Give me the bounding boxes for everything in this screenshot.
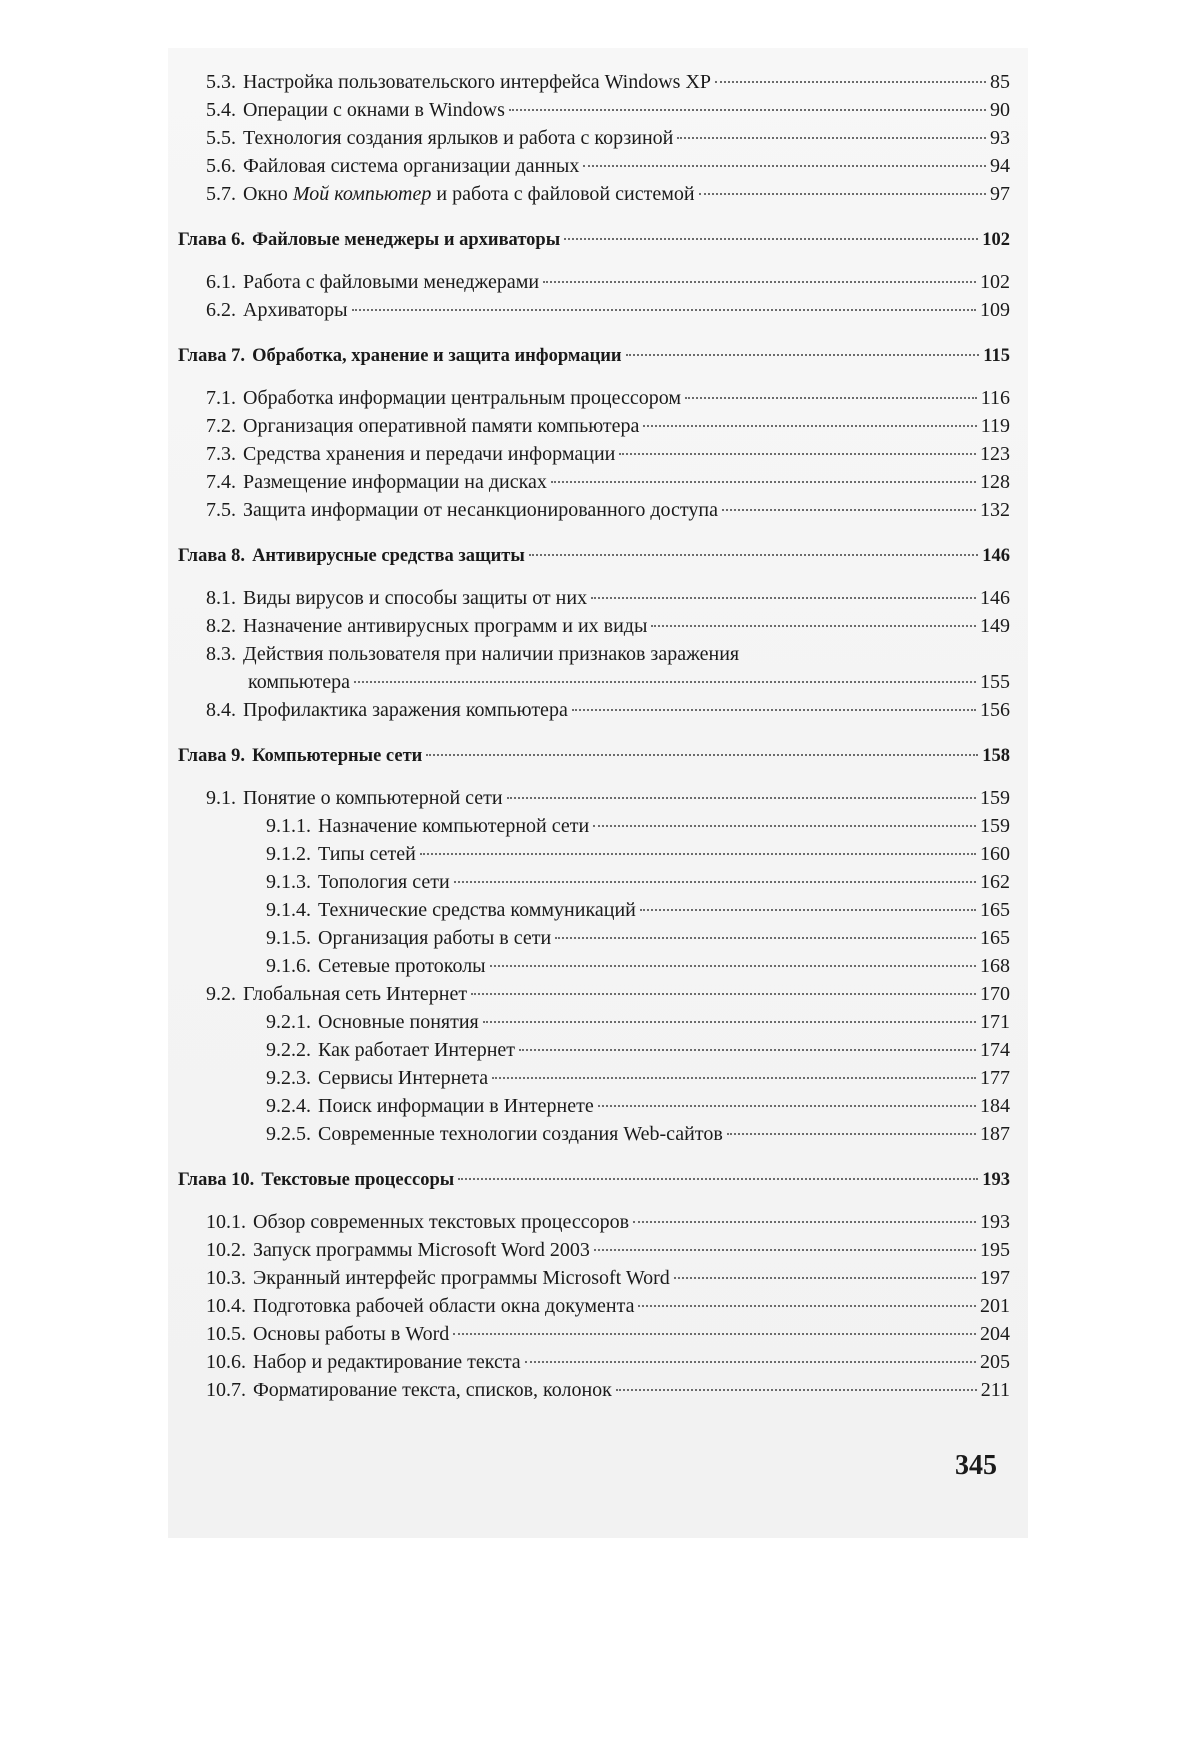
toc-entry-page: 184 xyxy=(980,1095,1010,1117)
toc-section-entry[interactable] xyxy=(178,496,1010,524)
dot-leader xyxy=(507,797,976,799)
toc-section-entry[interactable] xyxy=(178,952,1010,980)
toc-entry-page: 159 xyxy=(980,815,1010,837)
toc-entry-number: 9.2.2. xyxy=(266,1039,311,1061)
toc-entry-page: 171 xyxy=(980,1011,1010,1033)
dot-leader xyxy=(483,1021,976,1023)
toc-entry-title: Файловая система организации данных xyxy=(243,155,580,177)
toc-entry-page: 193 xyxy=(982,1170,1010,1190)
toc-entry-title: Антивирусные средства защиты xyxy=(252,546,525,566)
toc-entry-number: 10.4. xyxy=(206,1295,246,1317)
toc-entry-number: 10.5. xyxy=(206,1323,246,1345)
toc-section-entry[interactable] xyxy=(178,96,1010,124)
toc-entry-page: 165 xyxy=(980,927,1010,949)
toc-entry-number: 9.2.4. xyxy=(266,1095,311,1117)
toc-entry-title: Действия пользователя при наличии признаков заражения xyxy=(243,643,740,665)
toc-section-entry[interactable] xyxy=(178,440,1010,468)
toc-entry-page: 165 xyxy=(980,899,1010,921)
toc-entry-number: 8.1. xyxy=(206,587,236,609)
toc-entry-number: Глава 6. xyxy=(178,230,246,250)
toc-entry-page: 211 xyxy=(980,1379,1010,1401)
toc-section-entry[interactable] xyxy=(178,1292,1010,1320)
dot-leader xyxy=(674,1277,976,1279)
toc-entry-number: 8.4. xyxy=(206,699,236,721)
toc-entry-number: 9.2. xyxy=(206,983,236,1005)
dot-leader xyxy=(677,137,986,139)
toc-entry-number: 9.1.1. xyxy=(266,815,311,837)
toc-chapter-entry[interactable] xyxy=(178,342,1010,370)
toc-entry-title: Понятие о компьютерной сети xyxy=(243,787,503,809)
toc-section-entry[interactable] xyxy=(178,1320,1010,1348)
toc-entry-title: Средства хранения и передачи информации xyxy=(243,443,616,465)
toc-entry-title-part: Окно xyxy=(243,183,293,205)
toc-section-entry[interactable] xyxy=(178,1036,1010,1064)
dot-leader xyxy=(420,853,976,855)
toc-section-entry[interactable] xyxy=(178,812,1010,840)
toc-entry-page: 123 xyxy=(980,443,1010,465)
toc-entry-title: компьютера xyxy=(248,671,350,693)
toc-entry-title: Основы работы в Word xyxy=(253,1323,450,1345)
toc-entry-page: 94 xyxy=(990,155,1010,177)
toc-entry-title: Размещение информации на дисках xyxy=(243,471,547,493)
dot-leader xyxy=(633,1221,976,1223)
dot-leader xyxy=(715,81,986,83)
toc-entry-title: Основные понятия xyxy=(318,1011,479,1033)
toc-section-entry[interactable] xyxy=(178,1348,1010,1376)
toc-entry-title: Сервисы Интернета xyxy=(318,1067,489,1089)
toc-entry-title-part: и работа с файловой системой xyxy=(431,183,695,205)
toc-entry-number: 5.6. xyxy=(206,155,236,177)
dot-leader xyxy=(354,681,976,683)
toc-section-entry[interactable] xyxy=(178,68,1010,96)
toc-entry-title: Экранный интерфейс программы Microsoft Word xyxy=(253,1267,670,1289)
toc-entry-title: Подготовка рабочей области окна документа xyxy=(253,1295,635,1317)
toc-entry-title: Как работает Интернет xyxy=(318,1039,516,1061)
toc-entry-number: 10.7. xyxy=(206,1379,246,1401)
dot-leader xyxy=(598,1105,976,1107)
toc-entry-number: 8.3. xyxy=(206,643,236,665)
toc-section-entry[interactable] xyxy=(178,1376,1010,1404)
toc-section-entry[interactable] xyxy=(178,612,1010,640)
toc-entry-number: 7.3. xyxy=(206,443,236,465)
toc-entry-page: 170 xyxy=(980,983,1010,1005)
toc-entry-number: 5.5. xyxy=(206,127,236,149)
toc-section-entry[interactable] xyxy=(178,1236,1010,1264)
toc-entry-number: 7.5. xyxy=(206,499,236,521)
toc-entry-number: 9.1.6. xyxy=(266,955,311,977)
toc-entry-page: 193 xyxy=(980,1211,1010,1233)
dot-leader xyxy=(551,481,976,483)
toc-chapter-entry[interactable] xyxy=(178,742,1010,770)
dot-leader xyxy=(509,109,986,111)
toc-entry-page: 177 xyxy=(980,1067,1010,1089)
toc-entry-number: 5.4. xyxy=(206,99,236,121)
toc-entry-page: 93 xyxy=(990,127,1010,149)
toc-entry-title: Компьютерные сети xyxy=(252,746,423,766)
dot-leader xyxy=(555,937,976,939)
toc-section-entry[interactable] xyxy=(178,784,1010,812)
toc-entry-number: 7.1. xyxy=(206,387,236,409)
toc-entry-title: Профилактика заражения компьютера xyxy=(243,699,568,721)
toc-entry-page: 102 xyxy=(982,230,1010,250)
toc-entry-number: 10.3. xyxy=(206,1267,246,1289)
dot-leader xyxy=(352,309,976,311)
toc-section-entry[interactable] xyxy=(178,180,1010,208)
toc-entry-number: Глава 9. xyxy=(178,746,246,766)
toc-entry-number: 9.1.4. xyxy=(266,899,311,921)
dot-leader xyxy=(490,965,976,967)
toc-entry-page: 162 xyxy=(980,871,1010,893)
toc-section-entry[interactable] xyxy=(178,896,1010,924)
toc-entry-page: 201 xyxy=(980,1295,1010,1317)
toc-entry-title: Форматирование текста, списков, колонок xyxy=(253,1379,612,1401)
dot-leader xyxy=(471,993,976,995)
toc-section-entry[interactable] xyxy=(178,124,1010,152)
dot-leader xyxy=(454,881,976,883)
toc-entry-number: 6.2. xyxy=(206,299,236,321)
toc-entry-title: Работа с файловыми менеджерами xyxy=(243,271,540,293)
toc-entry-page: 149 xyxy=(980,615,1010,637)
toc-entry-title: Современные технологии создания Web-сайтов xyxy=(318,1123,723,1145)
dot-leader xyxy=(453,1333,976,1335)
toc-section-entry[interactable] xyxy=(178,412,1010,440)
toc-entry-number: 8.2. xyxy=(206,615,236,637)
toc-entry-title: Обработка, хранение и защита информации xyxy=(252,346,622,366)
toc-entry-title: Технические средства коммуникаций xyxy=(318,899,636,921)
toc-section-entry[interactable] xyxy=(178,584,1010,612)
toc-entry-title-italic: Мой компьютер xyxy=(292,183,432,205)
toc-entry-number: 5.3. xyxy=(206,71,236,93)
toc-entry-title: Топология сети xyxy=(318,871,450,893)
toc-entry-title: Типы сетей xyxy=(318,843,416,865)
toc-entry-title: Настройка пользовательского интерфейса Windows XP xyxy=(243,71,712,93)
toc-section-entry[interactable] xyxy=(178,840,1010,868)
toc-chapter-entry[interactable] xyxy=(178,226,1010,254)
toc-section-entry[interactable] xyxy=(178,1264,1010,1292)
toc-entry-page: 116 xyxy=(980,387,1010,409)
toc-section-entry-continuation[interactable] xyxy=(178,668,1010,696)
toc-entry-number: 6.1. xyxy=(206,271,236,293)
toc-entry-page: 204 xyxy=(980,1323,1010,1345)
dot-leader xyxy=(543,281,976,283)
toc-entry-title: Обработка информации центральным процессором xyxy=(243,387,682,409)
dot-leader xyxy=(699,193,986,195)
toc-entry-page: 102 xyxy=(980,271,1010,293)
dot-leader xyxy=(525,1361,976,1363)
toc-section-entry[interactable] xyxy=(178,696,1010,724)
dot-leader xyxy=(492,1077,976,1079)
dot-leader xyxy=(583,165,986,167)
toc-entry-page: 197 xyxy=(980,1267,1010,1289)
toc-entry-page: 156 xyxy=(980,699,1010,721)
dot-leader xyxy=(593,825,976,827)
toc-entry-page: 132 xyxy=(980,499,1010,521)
toc-entry-title: Обзор современных текстовых процессоров xyxy=(253,1211,630,1233)
table-of-contents xyxy=(178,68,1010,1404)
toc-entry-title: Организация оперативной памяти компьютера xyxy=(243,415,640,437)
toc-chapter-entry[interactable] xyxy=(178,1166,1010,1194)
toc-section-entry[interactable] xyxy=(178,152,1010,180)
toc-section-entry[interactable] xyxy=(178,1064,1010,1092)
toc-entry-title: Поиск информации в Интернете xyxy=(318,1095,594,1117)
toc-entry-number: 9.1.3. xyxy=(266,871,311,893)
toc-entry-number: Глава 7. xyxy=(178,346,246,366)
dot-leader xyxy=(458,1178,978,1180)
toc-entry-title: Виды вирусов и способы защиты от них xyxy=(243,587,588,609)
dot-leader xyxy=(619,453,976,455)
toc-entry-number: 10.1. xyxy=(206,1211,246,1233)
dot-leader xyxy=(640,909,976,911)
dot-leader xyxy=(626,354,980,356)
toc-entry-number: 10.6. xyxy=(206,1351,246,1373)
dot-leader xyxy=(651,625,976,627)
toc-entry-page: 128 xyxy=(980,471,1010,493)
toc-entry-title: Сетевые протоколы xyxy=(318,955,486,977)
toc-entry-title: Назначение антивирусных программ и их виды xyxy=(243,615,648,637)
toc-section-entry[interactable] xyxy=(178,980,1010,1008)
dot-leader xyxy=(529,554,978,556)
toc-section-entry[interactable] xyxy=(178,868,1010,896)
toc-entry-title: Текстовые процессоры xyxy=(261,1170,455,1190)
toc-entry-page: 160 xyxy=(980,843,1010,865)
toc-entry-number: Глава 8. xyxy=(178,546,246,566)
toc-entry-page: 159 xyxy=(980,787,1010,809)
dot-leader xyxy=(519,1049,976,1051)
toc-section-entry[interactable] xyxy=(178,1008,1010,1036)
toc-entry-page: 155 xyxy=(980,671,1010,693)
toc-entry-page: 146 xyxy=(982,546,1010,566)
dot-leader xyxy=(564,238,978,240)
toc-entry-title: Защита информации от несанкционированного доступа xyxy=(243,499,718,521)
toc-entry-page: 168 xyxy=(980,955,1010,977)
toc-entry-page: 146 xyxy=(980,587,1010,609)
toc-entry-page: 158 xyxy=(982,746,1010,766)
dot-leader xyxy=(643,425,976,427)
toc-entry-number: 9.1.5. xyxy=(266,927,311,949)
toc-entry-page: 195 xyxy=(980,1239,1010,1261)
toc-section-entry[interactable] xyxy=(178,1208,1010,1236)
dot-leader xyxy=(722,509,976,511)
toc-entry-page: 97 xyxy=(990,183,1010,205)
toc-entry-page: 85 xyxy=(990,71,1010,93)
dot-leader xyxy=(594,1249,976,1251)
toc-section-entry[interactable] xyxy=(178,384,1010,412)
toc-entry-title: Архиваторы xyxy=(243,299,348,321)
toc-entry-page: 174 xyxy=(980,1039,1010,1061)
toc-section-entry[interactable] xyxy=(178,1092,1010,1120)
toc-entry-number: Глава 10. xyxy=(178,1170,255,1190)
dot-leader xyxy=(572,709,976,711)
toc-section-entry[interactable] xyxy=(178,640,1010,668)
dot-leader xyxy=(591,597,976,599)
toc-entry-title xyxy=(243,180,695,208)
toc-entry-number: 5.7. xyxy=(206,183,236,205)
dot-leader xyxy=(638,1305,976,1307)
toc-entry-title: Назначение компьютерной сети xyxy=(318,815,590,837)
dot-leader xyxy=(727,1133,976,1135)
toc-entry-page: 115 xyxy=(983,346,1010,366)
dot-leader xyxy=(616,1389,977,1391)
toc-section-entry[interactable] xyxy=(178,296,1010,324)
toc-entry-page: 205 xyxy=(980,1351,1010,1373)
toc-entry-number: 9.2.3. xyxy=(266,1067,311,1089)
toc-entry-page: 109 xyxy=(980,299,1010,321)
toc-entry-page: 90 xyxy=(990,99,1010,121)
toc-entry-number: 9.1. xyxy=(206,787,236,809)
toc-entry-page: 187 xyxy=(980,1123,1010,1145)
toc-entry-number: 9.2.5. xyxy=(266,1123,311,1145)
toc-entry-number: 10.2. xyxy=(206,1239,246,1261)
toc-entry-title: Файловые менеджеры и архиваторы xyxy=(252,230,561,250)
toc-entry-title: Операции с окнами в Windows xyxy=(243,99,505,121)
toc-entry-title: Глобальная сеть Интернет xyxy=(243,983,468,1005)
toc-section-entry[interactable] xyxy=(178,268,1010,296)
toc-entry-title: Организация работы в сети xyxy=(318,927,552,949)
toc-entry-title: Набор и редактирование текста xyxy=(253,1351,521,1373)
toc-chapter-entry[interactable] xyxy=(178,542,1010,570)
toc-entry-number: 7.2. xyxy=(206,415,236,437)
dot-leader xyxy=(426,754,978,756)
toc-entry-number: 9.2.1. xyxy=(266,1011,311,1033)
toc-entry-number: 9.1.2. xyxy=(266,843,311,865)
page-number: 345 xyxy=(955,1450,997,1481)
toc-section-entry[interactable] xyxy=(178,1120,1010,1148)
toc-entry-title: Запуск программы Microsoft Word 2003 xyxy=(253,1239,590,1261)
dot-leader xyxy=(685,397,977,399)
toc-entry-title: Технология создания ярлыков и работа с корзиной xyxy=(243,127,674,149)
toc-section-entry[interactable] xyxy=(178,924,1010,952)
toc-entry-number: 7.4. xyxy=(206,471,236,493)
toc-entry-page: 119 xyxy=(980,415,1010,437)
toc-section-entry[interactable] xyxy=(178,468,1010,496)
